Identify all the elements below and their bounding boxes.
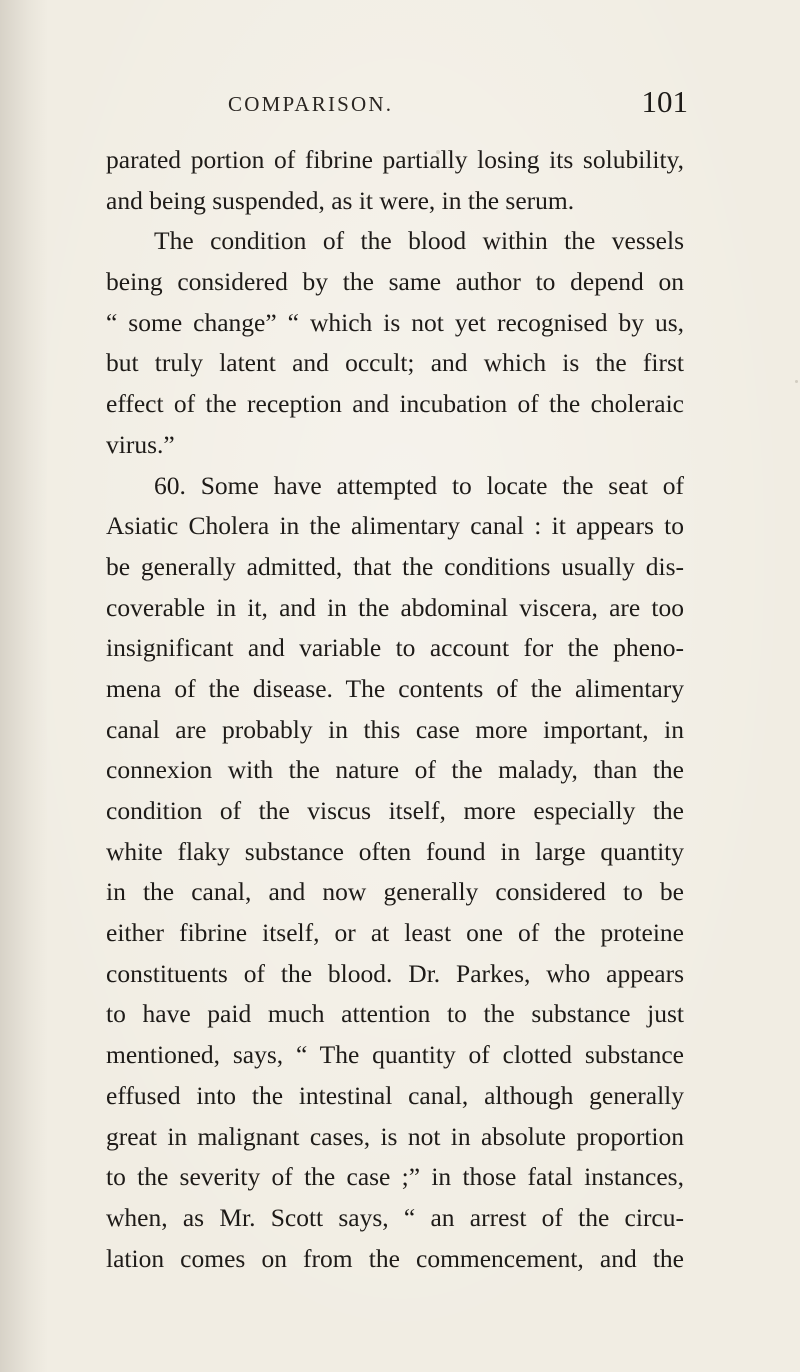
text-line: Asiatic Cholera in the alimentary canal : it appears to (106, 511, 684, 541)
text-line: 60. Some have attempted to locate the seat of (154, 470, 684, 500)
text-line: great in malignant cases, is not in absolute proportion (106, 1121, 684, 1151)
text-line: “ some change” “ which is not yet recognised by us, (106, 307, 684, 337)
running-head (228, 84, 688, 124)
body-text (106, 140, 684, 1279)
text-line: virus.” (106, 429, 175, 459)
text-line: in the canal, and now generally considered to be (106, 877, 684, 907)
text-line: to have paid much attention to the substance just (106, 999, 684, 1029)
running-title: COMPARISON. (228, 92, 394, 116)
text-line: and being suspended, as it were, in the serum. (106, 185, 575, 215)
text-line: effused into the intestinal canal, although generally (106, 1080, 684, 1110)
text-line: mentioned, says, “ The quantity of clotted substance (106, 1040, 684, 1070)
spine-shadow (0, 0, 48, 1372)
text-line: to the severity of the case ;” in those fatal instances, (106, 1162, 684, 1192)
page-number: 101 (641, 84, 688, 119)
text-line: canal are probably in this case more important, in (106, 714, 684, 744)
text-line: The condition of the blood within the vessels (154, 226, 684, 256)
text-line: being considered by the same author to depend on (106, 267, 684, 297)
text-line: but truly latent and occult; and which is the first (106, 348, 684, 378)
text-line: insignificant and variable to account for the pheno- (106, 633, 684, 663)
text-line: mena of the disease. The contents of the alimentary (106, 673, 684, 703)
text-line: effect of the reception and incubation of the choleraic (106, 389, 684, 419)
text-line: parated portion of fibrine partially losing its solubility, (106, 145, 684, 174)
text-line: be generally admitted, that the conditions usually dis- (106, 551, 684, 581)
paper-speck (795, 380, 798, 383)
text-line: connexion with the nature of the malady, than the (106, 755, 684, 785)
text-line: when, as Mr. Scott says, “ an arrest of the circu- (106, 1202, 684, 1232)
text-line: white flaky substance often found in large quantity (106, 836, 684, 866)
text-line: coverable in it, and in the abdominal viscera, are too (106, 592, 684, 622)
text-line: condition of the viscus itself, more especially the (106, 796, 684, 825)
text-line: lation comes on from the commencement, and the (106, 1243, 684, 1273)
text-line: either fibrine itself, or at least one of the proteine (106, 918, 684, 948)
text-line: constituents of the blood. Dr. Parkes, who appears (106, 958, 684, 988)
